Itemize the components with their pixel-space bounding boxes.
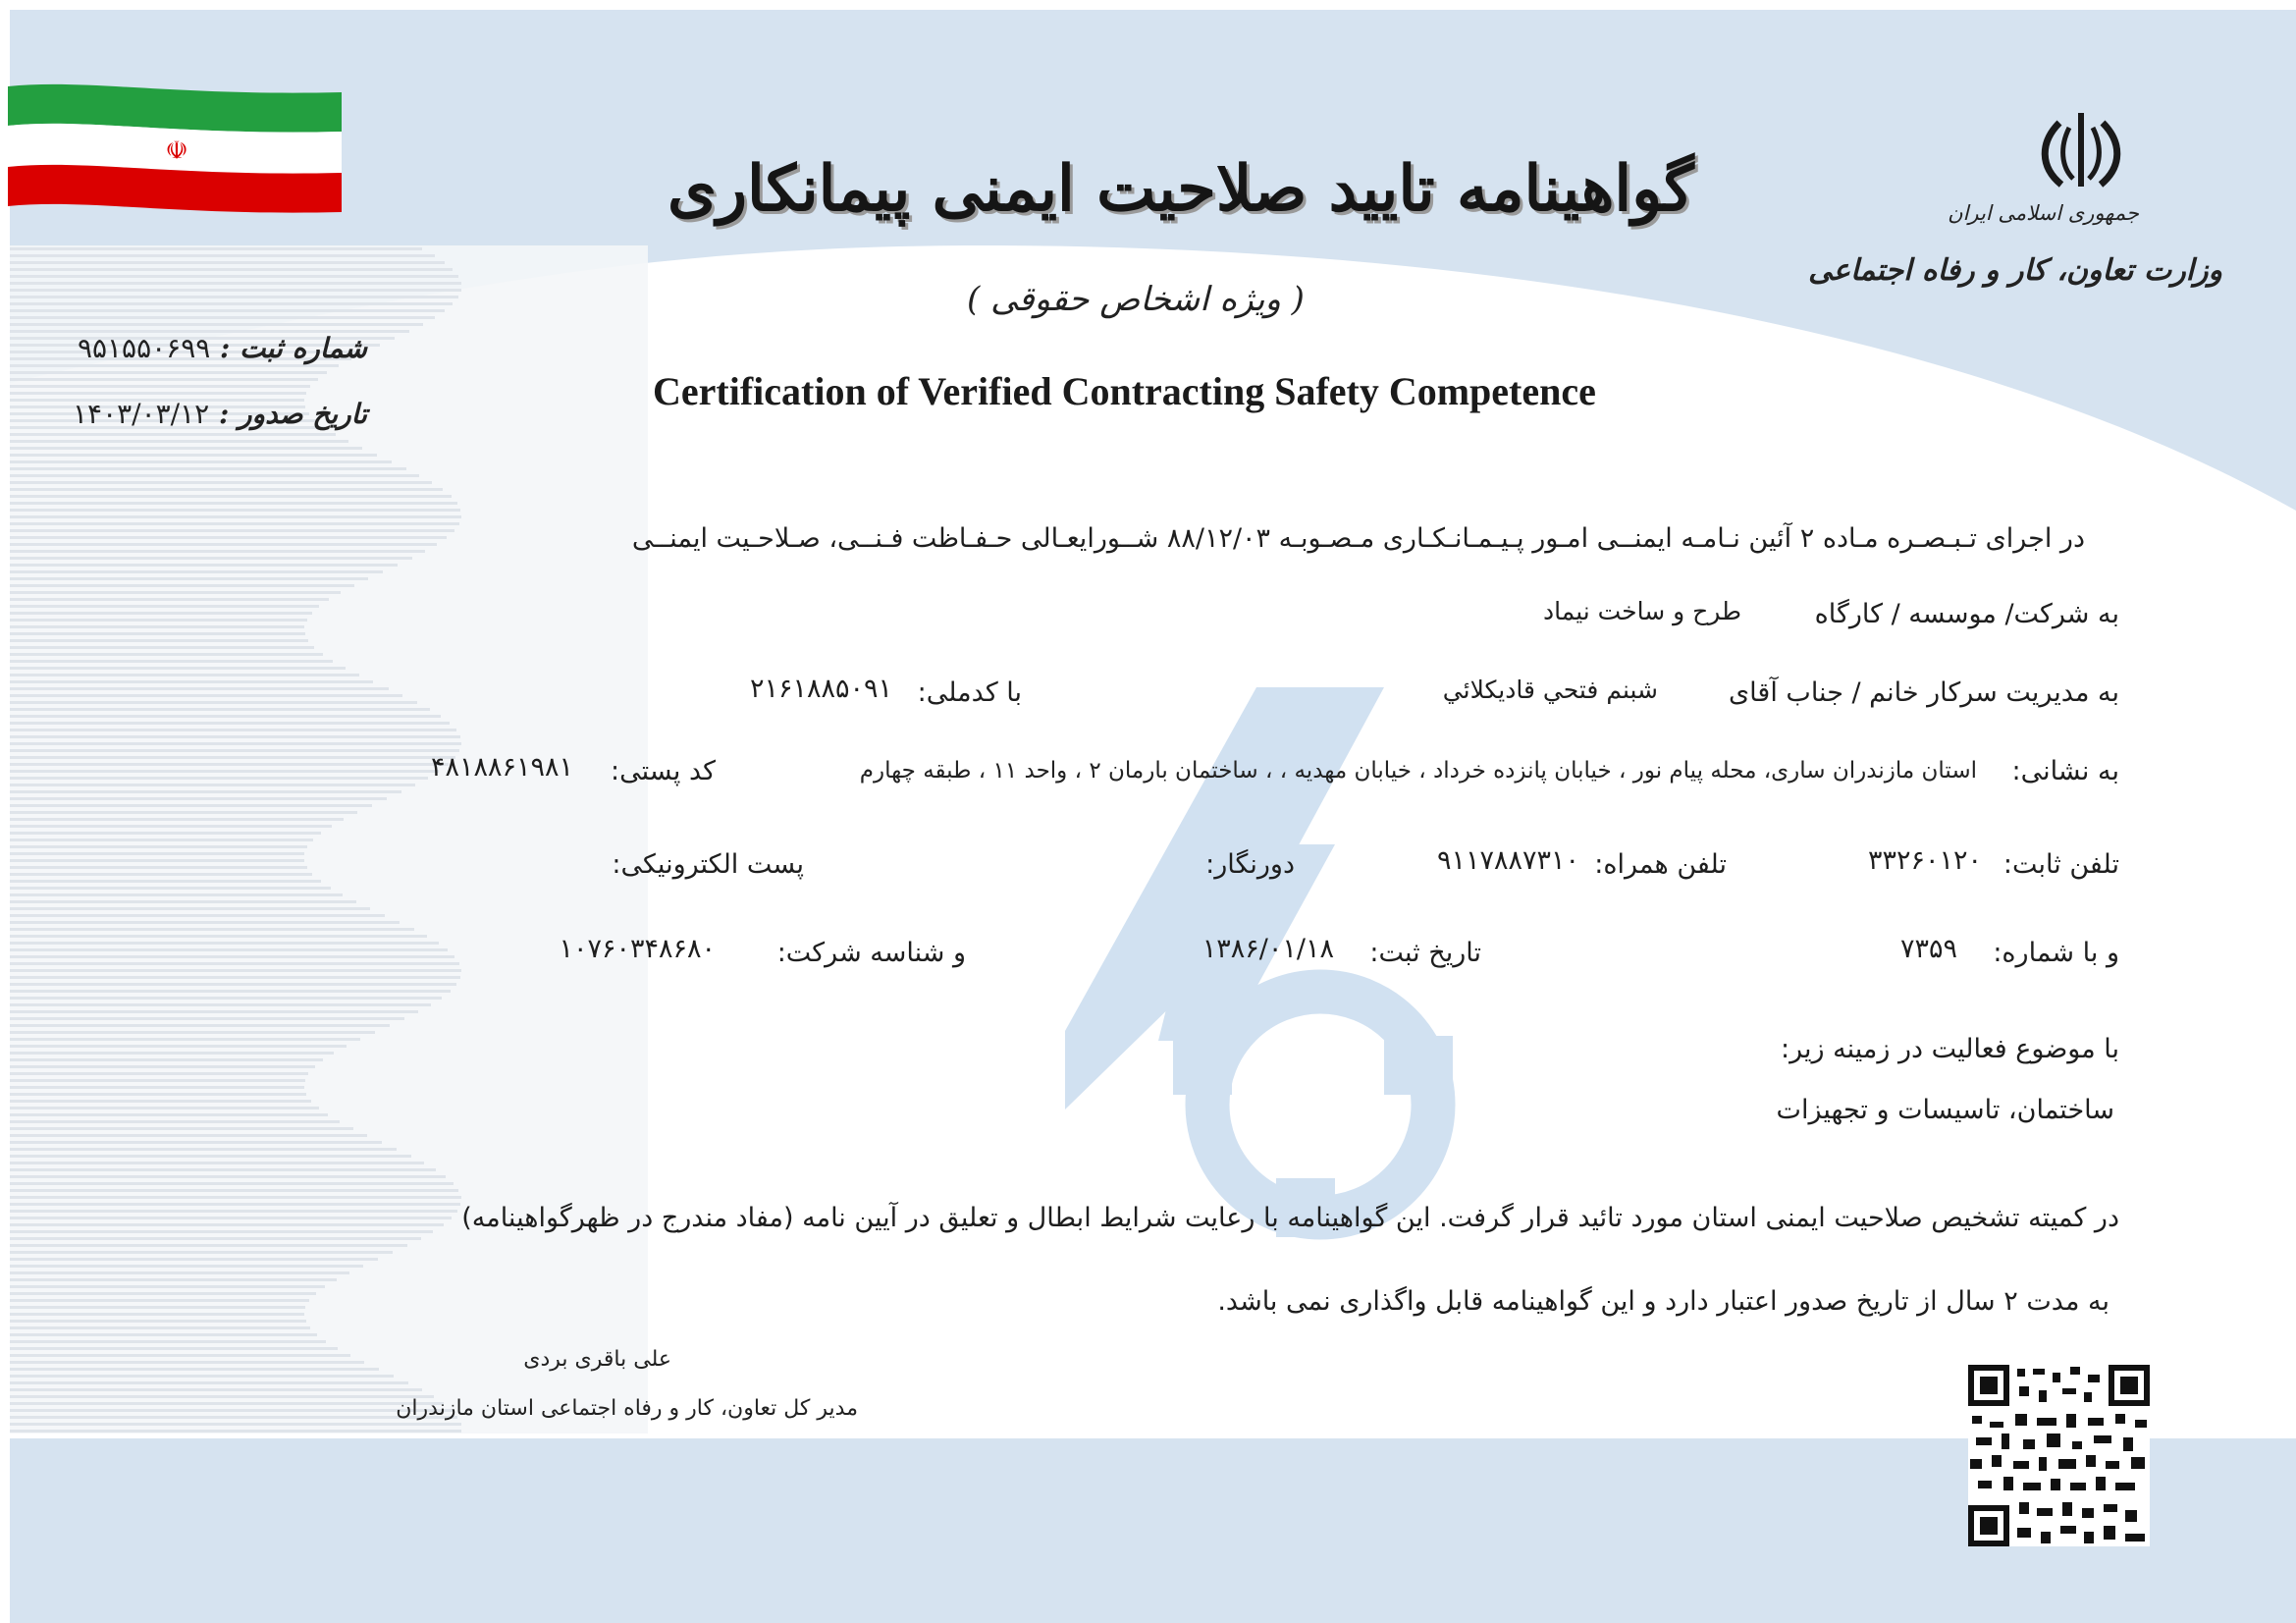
registration-number-value: ۹۵۱۵۵۰۶۹۹ [77, 332, 211, 364]
stripe-line [10, 1086, 304, 1089]
stripe-line [10, 495, 452, 498]
stripe-line [10, 1416, 457, 1419]
stripe-line [10, 969, 461, 972]
phone-value: ۳۳۲۶۰۱۲۰ [1867, 845, 1982, 876]
stripe-line [10, 302, 453, 305]
intro-text: در اجرای تـبـصـره مـاده ۲ آئین نـامـه ایمنــی امـور پـیـمـانـکـاری مـصـوبـه ۸۸/۱۲/۰۳ شــورایعـالی حـفـاظت فـنــی، صـلاحـیت ایمنــی [631, 523, 2085, 554]
stripe-line [10, 316, 435, 319]
stripe-line [10, 873, 312, 876]
stripe-line [10, 1258, 378, 1261]
stripe-line [10, 955, 454, 958]
stripe-line [10, 1347, 338, 1350]
stripe-line [10, 275, 458, 278]
stripe-line [10, 1093, 306, 1096]
stripe-line [10, 1430, 461, 1433]
stripe-line [10, 371, 327, 374]
stripe-line [10, 268, 453, 271]
stripe-line [10, 1079, 305, 1082]
stripe-line [10, 1148, 397, 1151]
stripe-line [10, 735, 460, 738]
stripe-line [10, 1031, 375, 1034]
stripe-line [10, 646, 314, 649]
stripe-line [10, 653, 323, 656]
stripe-line [10, 1175, 446, 1178]
stripe-line [10, 632, 305, 635]
stripe-line [10, 254, 435, 257]
stripe-line [10, 515, 461, 518]
stripe-line [10, 1017, 404, 1020]
stripe-line [10, 811, 357, 814]
iran-flag [8, 82, 342, 220]
stripe-line [10, 749, 459, 752]
stripe-line [10, 804, 372, 807]
number-value: ۷۳۵۹ [1899, 934, 1957, 964]
stripe-line [10, 729, 456, 731]
stripe-line [10, 522, 459, 525]
stripe-line [10, 1052, 334, 1055]
stripe-line [10, 983, 456, 986]
stripe-line [10, 1217, 452, 1219]
registration-number [78, 332, 367, 364]
stripe-line [10, 460, 392, 463]
stripe-line [10, 557, 412, 560]
stripe-line [10, 708, 430, 711]
reg-date-label: تاریخ ثبت: [1369, 938, 1481, 968]
svg-text:☫: ☫ [165, 136, 188, 166]
stripe-line [10, 570, 383, 573]
stripe-line [10, 1361, 364, 1364]
stripe-line [10, 887, 331, 890]
stripe-line [10, 612, 312, 615]
stripe-line [10, 660, 333, 663]
stripe-line [10, 584, 354, 587]
stripe-line [10, 282, 461, 285]
stripe-line [10, 680, 373, 683]
stripe-line [10, 1134, 367, 1137]
stripe-line [10, 625, 304, 628]
stripe-line [10, 1168, 436, 1171]
stripe-line [10, 1278, 337, 1281]
postal-value: ۴۸۱۸۸۶۱۹۸۱ [430, 752, 573, 783]
stripe-line [10, 674, 359, 676]
stripe-line [10, 845, 307, 848]
stripe-line [10, 948, 448, 951]
page-title-english: Certification of Verified Contracting Safety Competence [653, 369, 1596, 413]
stripe-line [10, 1223, 444, 1226]
company-label: به شرکت/ موسسه / کارگاه [1814, 599, 2119, 629]
activity-value: ساختمان، تاسیسات و تجهیزات [1776, 1095, 2114, 1125]
stripe-line [10, 715, 441, 718]
stripe-line [10, 921, 400, 924]
stripe-line [10, 605, 319, 608]
stripe-line [10, 536, 447, 539]
stripe-line [10, 1210, 457, 1213]
stripe-line [10, 1058, 323, 1061]
stripe-line [10, 1155, 411, 1158]
stripe-line [10, 1127, 353, 1130]
stripe-line [10, 1244, 407, 1247]
stripe-line [10, 667, 346, 670]
address-value: استان مازندران ساری، محله پیام نور ، خیابان پانزده خرداد ، خیابان مهدیه ، ، ساختمان بارمان ۲ ، واحد ۱۱ ، طبقه چهارم [859, 758, 1977, 784]
stripe-line [10, 502, 457, 505]
stripe-line [10, 1292, 316, 1295]
mobile-value: ۹۱۱۷۸۸۷۳۱۰ [1436, 845, 1579, 876]
stripe-line [10, 976, 460, 979]
stripe-line [10, 1299, 309, 1302]
stripe-line [10, 639, 308, 642]
stripe-line [10, 598, 329, 601]
phone-label: تلفن ثابت: [2002, 849, 2119, 880]
qr-code [1968, 1365, 2150, 1546]
stripe-line [10, 742, 461, 745]
stripe-line [10, 900, 356, 903]
stripe-line [10, 261, 445, 264]
stripe-line [10, 893, 343, 896]
stripe-line [10, 866, 307, 869]
stripe-line [10, 1306, 305, 1309]
signatory-name: علی باقری بردی [523, 1347, 671, 1372]
stripe-line [10, 1320, 306, 1323]
stripe-line [10, 1251, 393, 1254]
stripe-line [10, 1326, 310, 1329]
company-value: طرح و ساخت نیماد [1542, 597, 1741, 625]
manager-value: شبنم فتحي قاديكلائي [1442, 676, 1658, 704]
stripe-line [10, 1381, 408, 1384]
registration-number-label: شماره ثبت : [220, 332, 367, 364]
stripe-line [10, 1024, 390, 1027]
stripe-line [10, 309, 445, 312]
stripe-line [10, 722, 450, 725]
stripe-line [10, 385, 310, 388]
stripe-line [10, 1402, 444, 1405]
number-label: و با شماره: [1993, 938, 2119, 968]
stripe-line [10, 1038, 360, 1041]
stripe-line [10, 687, 389, 690]
stripe-line [10, 440, 348, 443]
stripe-line [10, 488, 443, 491]
stripe-line [10, 1141, 382, 1144]
approval-text: در کمیته تشخیص صلاحیت ایمنی استان مورد تائید قرار گرفت. این گواهینامه با رعایت شرایط ابطال و تعلیق در آیین نامه (مفاد مندرج در ظهرگواهینامه) [461, 1203, 2119, 1233]
activity-label: با موضوع فعالیت در زمینه زیر: [1781, 1034, 2119, 1064]
issue-date-label: تاریخ صدور : [218, 398, 367, 430]
stripe-line [10, 1395, 434, 1398]
stripe-line [10, 1354, 350, 1357]
stripe-line [10, 550, 425, 553]
national-code-value: ۲۱۶۱۸۸۵۰۹۱ [749, 674, 892, 704]
company-id-value: ۱۰۷۶۰۳۴۸۶۸۰ [559, 934, 716, 964]
emblem-ministry: وزارت تعاون، کار و رفاه اجتماعی [1808, 253, 2222, 288]
stripe-line [10, 364, 339, 367]
stripe-line [10, 962, 459, 965]
issue-date [73, 398, 367, 430]
stripe-line [10, 1072, 308, 1075]
stripe-line [10, 1265, 363, 1268]
stripe-line [10, 577, 368, 580]
reg-date-value: ۱۳۸۶/۰۱/۱۸ [1201, 934, 1334, 964]
stripe-line [10, 914, 385, 917]
stripe-line [10, 852, 304, 855]
stripe-line [10, 1065, 315, 1068]
stripe-line [10, 1189, 458, 1192]
stripe-line [10, 694, 402, 697]
stripe-line [10, 474, 419, 477]
stripe-line [10, 1388, 422, 1391]
address-label: به نشانی: [2011, 756, 2119, 786]
stripe-line [10, 990, 451, 993]
government-emblem [2022, 108, 2140, 196]
stripe-line [10, 1100, 311, 1103]
fax-label: دورنگار: [1205, 849, 1295, 880]
stripe-line [10, 1003, 431, 1006]
page-title: گواهینامه تایید صلاحیت ایمنی پیمانکاری [667, 152, 1694, 226]
stripe-line [10, 1230, 433, 1233]
stripe-line [10, 1409, 453, 1412]
issue-date-value: ۱۴۰۳/۰۳/۱۲ [73, 398, 210, 430]
stripe-line [10, 777, 428, 780]
stripe-line [10, 1340, 326, 1343]
stripe-line [10, 1113, 328, 1116]
stripe-line [10, 1203, 460, 1206]
stripe-line [10, 591, 341, 594]
page-subtitle: ( ویژه اشخاص حقوقی ) [967, 280, 1305, 319]
emblem-country: جمهوری اسلامی ایران [1948, 201, 2139, 225]
stripe-line [10, 1285, 325, 1288]
stripe-line [10, 1237, 421, 1240]
stripe-line [10, 323, 423, 326]
stripe-line [10, 1045, 347, 1048]
validity-text: به مدت ۲ سال از تاریخ صدور اعتبار دارد و این گواهینامه قابل واگذاری نمی باشد. [1217, 1286, 2109, 1317]
stripe-line [10, 1333, 317, 1336]
stripe-line [10, 839, 313, 841]
stripe-line [10, 529, 454, 532]
stripe-line [10, 825, 332, 828]
stripe-line [10, 880, 321, 883]
stripe-line [10, 509, 460, 512]
stripe-line [10, 770, 439, 773]
stripe-line [10, 1182, 454, 1185]
stripe-line [10, 1271, 349, 1274]
stripe-line [10, 481, 432, 484]
stripe-line [10, 1010, 418, 1013]
stripe-line [10, 997, 442, 1000]
stripe-line [10, 1313, 304, 1316]
stripe-line [10, 928, 414, 931]
stripe-line [10, 467, 406, 470]
stripe-line [10, 543, 437, 546]
company-id-label: و شناسه شرکت: [776, 938, 966, 968]
mobile-label: تلفن همراه: [1594, 849, 1727, 880]
stripe-line [10, 564, 398, 567]
stripe-line [10, 1120, 340, 1123]
stripe-line [10, 247, 422, 250]
stripe-line [10, 392, 306, 395]
stripe-line [10, 378, 318, 381]
postal-label: کد پستی: [611, 756, 716, 786]
stripe-line [10, 1196, 461, 1199]
stripe-line [10, 907, 370, 910]
stripe-line [10, 832, 321, 835]
stripe-line [10, 797, 387, 800]
stripe-line [10, 818, 344, 821]
stripe-line [10, 447, 362, 450]
manager-label: به مدیریت سرکار خانم / جناب آقای [1729, 677, 2119, 708]
stripe-line [10, 1375, 394, 1378]
stripe-line [10, 763, 449, 766]
stripe-line [10, 942, 439, 945]
stripe-line [10, 1368, 379, 1371]
stripe-line [10, 619, 307, 622]
stripe-line [10, 784, 415, 786]
email-label: پست الکترونیکی: [612, 849, 804, 880]
stripe-line [10, 756, 455, 759]
stripe-line [10, 289, 461, 292]
stripe-line [10, 790, 401, 793]
signatory-role: مدیر کل تعاون، کار و رفاه اجتماعی استان مازندران [396, 1396, 858, 1421]
stripe-line [10, 433, 336, 436]
stripe-line [10, 1423, 461, 1426]
emblem-icon [2022, 108, 2140, 196]
stripe-line [10, 296, 458, 298]
stripe-line [10, 701, 417, 704]
national-code-label: با کدملی: [917, 677, 1022, 708]
stripe-line [10, 1162, 424, 1164]
stripe-line [10, 859, 304, 862]
stripe-line [10, 454, 377, 457]
stripe-line [10, 1107, 319, 1109]
stripe-line [10, 935, 427, 938]
